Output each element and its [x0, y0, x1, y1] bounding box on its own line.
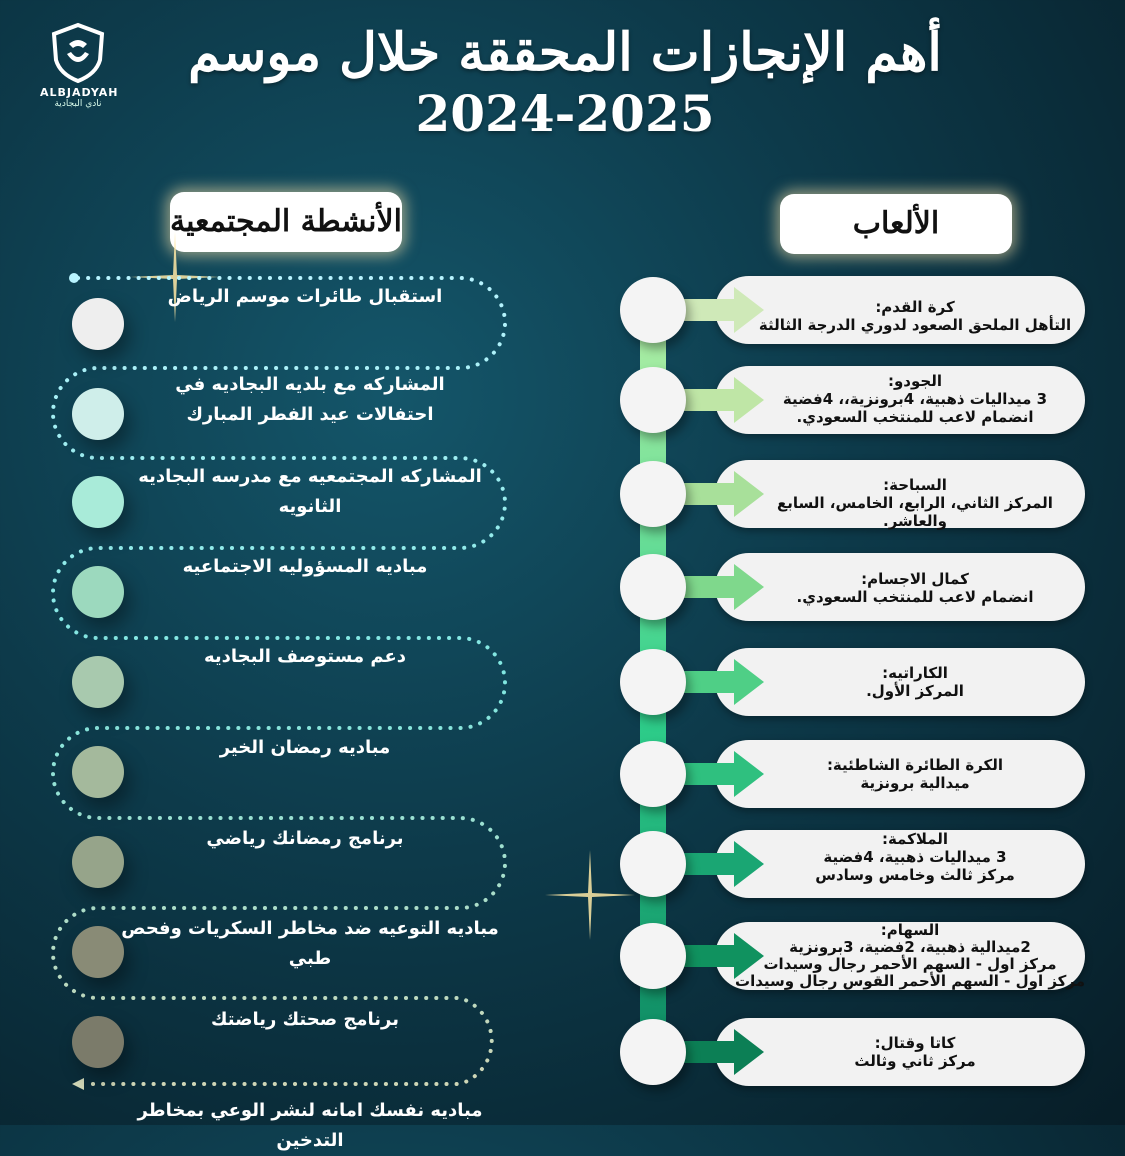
game-detail: مركز ثالث وخامس وسادس: [815, 866, 1015, 884]
game-text-8: [735, 922, 1085, 990]
game-marker-5: [620, 649, 686, 715]
community-item-text: المشاركه مع بلديه البجاديه في: [175, 374, 445, 395]
game-title: الملاكمة:: [881, 830, 949, 848]
game-marker-6: [620, 741, 686, 807]
game-detail: ميدالية برونزية: [860, 774, 970, 792]
game-detail: 3 ميداليات ذهبية، 4فضية: [823, 848, 1007, 866]
game-text-6: [745, 756, 1085, 792]
community-item-text: استقبال طائرات موسم الرياض: [167, 286, 443, 307]
game-marker-7: [620, 831, 686, 897]
game-detail: مركز ثاني وثالث: [854, 1052, 976, 1070]
game-title: كمال الاجسام:: [861, 570, 969, 588]
community-item-1: [150, 282, 460, 312]
game-detail: انضمام لاعب للمنتخب السعودي.: [796, 408, 1034, 426]
game-detail: انضمام لاعب للمنتخب السعودي.: [796, 588, 1034, 606]
game-detail: 3 ميداليات ذهبية، 4برونزية،، 4فضية: [782, 390, 1048, 408]
logo-name: ALBJADYAH: [40, 86, 119, 99]
game-title: الكاراتيه:: [882, 664, 948, 682]
community-item-text: مباديه رمضان الخير: [219, 737, 391, 758]
community-section-header: الأنشطة المجتمعية: [170, 192, 402, 252]
game-marker-1: [620, 277, 686, 343]
community-marker-6: [72, 746, 124, 798]
community-item-8: [110, 914, 510, 974]
game-marker-4: [620, 554, 686, 620]
game-marker-3: [620, 461, 686, 527]
community-marker-7: [72, 836, 124, 888]
game-marker-2: [620, 367, 686, 433]
community-item-text: مباديه التوعيه ضد مخاطر السكريات وفحص طبي: [121, 918, 499, 969]
game-text-2: [745, 372, 1085, 426]
game-marker-9: [620, 1019, 686, 1085]
community-marker-9: [72, 1016, 124, 1068]
page-title-season: 2024-2025: [415, 84, 715, 143]
game-text-7: [745, 830, 1085, 884]
community-item-text: مباديه المسؤوليه الاجتماعيه: [182, 556, 428, 577]
logo-subtitle: نادي البجادية: [54, 99, 102, 109]
community-item-7: [150, 824, 460, 854]
game-marker-8: [620, 923, 686, 989]
community-item-text: برنامج صحتك رياضتك: [211, 1009, 399, 1030]
community-item-6: [150, 733, 460, 763]
community-item-text: احتفالات عيد الفطر المبارك: [186, 404, 434, 425]
community-marker-4: [72, 566, 124, 618]
game-title: السهام:: [880, 921, 940, 939]
game-detail: التأهل الملحق الصعود لدوري الدرجة الثالثة: [758, 316, 1072, 334]
game-detail: المركز الثاني، الرابع، الخامس، السابع والعاشر.: [777, 494, 1053, 530]
game-text-4: [745, 570, 1085, 606]
game-detail: مركز اول - السهم الأحمر رجال وسيدات: [763, 955, 1057, 973]
community-item-text: دعم مستوصف البجاديه: [203, 646, 407, 667]
game-text-5: [745, 664, 1085, 700]
game-text-1: [745, 298, 1085, 334]
community-item-text: مباديه نفسك امانه لنشر الوعي بمخاطر التدخين: [137, 1100, 483, 1151]
community-item-text: برنامج رمضانك رياضي: [206, 828, 404, 849]
community-marker-2: [72, 388, 124, 440]
game-title: كرة القدم:: [875, 298, 955, 316]
community-item-2: [150, 370, 470, 430]
game-title: السباحة:: [883, 476, 947, 494]
game-detail: مركز اول - السهم الأحمر القوس رجال وسيدات: [735, 972, 1085, 990]
community-marker-1: [72, 298, 124, 350]
game-text-3: [745, 476, 1085, 530]
game-title: كاتا وقتال:: [874, 1034, 956, 1052]
game-title: الجودو:: [887, 372, 942, 390]
community-item-text: المشاركه المجتمعيه مع مدرسه البجاديه الثانويه: [138, 466, 482, 517]
game-detail: 2ميدالية ذهبية، 2فضية، 3برونزية: [789, 938, 1031, 956]
games-section-header: الألعاب: [780, 194, 1012, 254]
community-item-4: [150, 552, 460, 582]
community-item-3: [110, 462, 510, 522]
community-item-5: [150, 642, 460, 672]
community-marker-5: [72, 656, 124, 708]
community-item-10: [110, 1096, 510, 1156]
page-title: أهم الإنجازات المحققة خلال موسم: [188, 22, 942, 83]
game-text-9: [745, 1034, 1085, 1070]
game-detail: المركز الأول.: [866, 682, 964, 700]
community-item-9: [150, 1005, 460, 1035]
game-title: الكرة الطائرة الشاطئية:: [826, 756, 1004, 774]
